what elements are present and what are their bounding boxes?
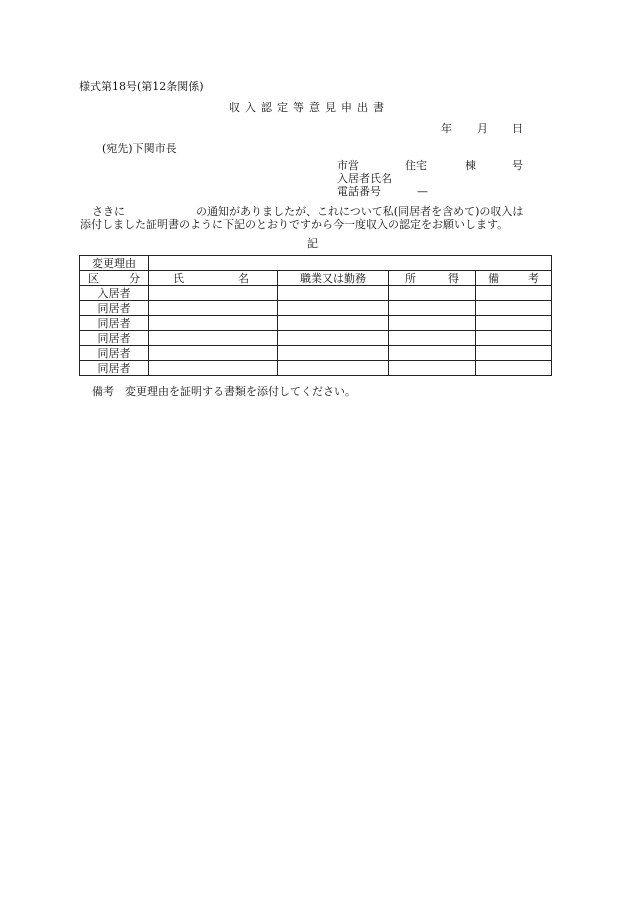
occupation-cell[interactable] [278, 346, 389, 361]
row-category: 入居者 [80, 286, 149, 301]
row-category: 同居者 [80, 331, 149, 346]
housing-label: 市営 [337, 159, 359, 172]
income-cell[interactable] [389, 361, 476, 376]
date-year-label: 年 [441, 122, 452, 135]
row-category: 同居者 [80, 301, 149, 316]
phone-dash: — [417, 185, 428, 198]
table-row [80, 286, 552, 301]
body-line2: 添付しました証明書のように下記のとおりですから今一度収入の認定をお願いします。 [80, 218, 509, 231]
residence-label: 住宅 [405, 159, 427, 172]
row-category: 同居者 [80, 346, 149, 361]
row-category: 同居者 [80, 316, 149, 331]
form-number: 様式第18号(第12条関係) [79, 80, 204, 93]
remarks-cell[interactable] [476, 331, 552, 346]
name-cell[interactable] [149, 316, 278, 331]
body-line1-start: さきに [92, 205, 125, 218]
table-row [80, 361, 552, 376]
income-table [79, 255, 552, 376]
resident-name-label: 入居者氏名 [337, 172, 392, 185]
body-line1-end: の通知がありましたが、これについて私(同居者を含めて)の収入は [196, 205, 524, 218]
occupation-cell[interactable] [278, 301, 389, 316]
change-reason-label: 変更理由 [80, 256, 149, 271]
reason-row [80, 256, 552, 271]
income-cell[interactable] [389, 316, 476, 331]
addressee: (宛先)下関市長 [102, 142, 177, 155]
occupation-cell[interactable] [278, 286, 389, 301]
income-cell[interactable] [389, 346, 476, 361]
remarks-cell[interactable] [476, 316, 552, 331]
remarks-cell[interactable] [476, 286, 552, 301]
building-label: 棟 [465, 159, 476, 172]
remarks-cell[interactable] [476, 361, 552, 376]
phone-label: 電話番号 [337, 185, 381, 198]
name-cell[interactable] [149, 301, 278, 316]
remarks-note: 備考 変更理由を証明する書類を添付してください。 [92, 385, 356, 398]
occupation-cell[interactable] [278, 316, 389, 331]
occupation-cell[interactable] [278, 361, 389, 376]
date-day-label: 日 [512, 122, 523, 135]
table-row [80, 301, 552, 316]
header-income: 所 得 [389, 271, 476, 286]
table-row [80, 331, 552, 346]
header-name: 氏 名 [149, 271, 278, 286]
income-cell[interactable] [389, 331, 476, 346]
date-month-label: 月 [477, 122, 488, 135]
header-category: 区 分 [80, 271, 149, 286]
header-occupation: 職業又は勤務 [278, 271, 389, 286]
header-remarks: 備 考 [476, 271, 552, 286]
header-row [80, 271, 552, 286]
change-reason-field[interactable] [149, 256, 552, 271]
document-title: 収入認定等意見申出書 [229, 101, 389, 114]
occupation-cell[interactable] [278, 331, 389, 346]
name-cell[interactable] [149, 286, 278, 301]
name-cell[interactable] [149, 346, 278, 361]
room-number-label: 号 [512, 159, 523, 172]
remarks-cell[interactable] [476, 346, 552, 361]
income-cell[interactable] [389, 286, 476, 301]
table-row [80, 316, 552, 331]
table-row [80, 346, 552, 361]
row-category: 同居者 [80, 361, 149, 376]
income-cell[interactable] [389, 301, 476, 316]
ki-heading: 記 [307, 237, 318, 250]
name-cell[interactable] [149, 331, 278, 346]
remarks-cell[interactable] [476, 301, 552, 316]
name-cell[interactable] [149, 361, 278, 376]
